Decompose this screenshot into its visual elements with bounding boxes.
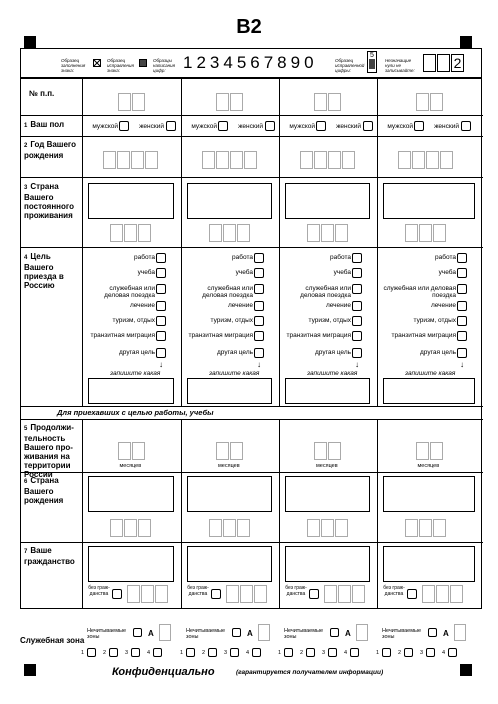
birth-country-code-digit[interactable] <box>223 519 236 537</box>
purpose-option-checkbox[interactable] <box>156 284 166 294</box>
residence-country-code-digit[interactable] <box>433 224 446 242</box>
no-citizenship-label: без граж-данства <box>285 585 307 597</box>
zone-letter-digit[interactable] <box>258 624 270 641</box>
birth-country-code-digit[interactable] <box>138 519 151 537</box>
purpose-option-checkbox[interactable] <box>352 348 362 358</box>
purpose-option-checkbox[interactable] <box>156 268 166 278</box>
zone-number-checkbox[interactable] <box>186 648 195 657</box>
purpose-option-checkbox[interactable] <box>457 253 467 263</box>
write-which-label: запишите какая <box>110 370 161 377</box>
months-label: месяцев <box>119 463 142 469</box>
purpose-option-label: служебная или деловая поездка <box>202 285 253 299</box>
zone-number-checkbox[interactable] <box>87 648 96 657</box>
zone-number-label: 4 <box>246 650 250 656</box>
gender-female-label: женский <box>434 123 459 130</box>
purpose-option-checkbox[interactable] <box>156 301 166 311</box>
purpose-option-label: лечение <box>227 302 253 309</box>
purpose-option-checkbox[interactable] <box>254 268 264 278</box>
birth-country-code-digit[interactable] <box>433 519 446 537</box>
write-which-label: запишите какая <box>405 370 456 377</box>
zone-number-label: 4 <box>344 650 348 656</box>
zone-number-checkbox[interactable] <box>350 648 359 657</box>
purpose-option-checkbox[interactable] <box>352 284 362 294</box>
birth-year-digit[interactable] <box>300 151 313 169</box>
birth-year-digit[interactable] <box>440 151 453 169</box>
row-number-digit[interactable] <box>416 93 429 111</box>
purpose-option-label: туризм, отдых <box>210 317 253 324</box>
purpose-option-checkbox[interactable] <box>352 253 362 263</box>
purpose-option-label: учеба <box>438 269 456 276</box>
q3-label: 3 Страна Вашего постоянного проживания <box>24 182 74 220</box>
other-purpose-field[interactable] <box>383 378 475 404</box>
purpose-option-checkbox[interactable] <box>254 301 264 311</box>
citizenship-code-digit[interactable] <box>436 585 449 603</box>
zone-letter-digit[interactable] <box>454 624 466 641</box>
sample-corrected-digit-label: Образец исправленной цифры: <box>335 58 365 73</box>
no-citizenship-label: без граж-данства <box>187 585 209 597</box>
unreadable-zones-checkbox[interactable] <box>133 628 142 637</box>
stay-months-digit[interactable] <box>230 442 243 460</box>
citizenship-code-digit[interactable] <box>450 585 463 603</box>
citizenship-code-digit[interactable] <box>141 585 154 603</box>
gender-male-label: мужской <box>191 123 217 130</box>
row-number-digit[interactable] <box>328 93 341 111</box>
purpose-option-label: работа <box>435 254 456 261</box>
zero-box-3: 2 <box>451 54 464 72</box>
sample-filled-label: Образец заполнения знака: <box>61 58 86 73</box>
zone-number-checkbox[interactable] <box>284 648 293 657</box>
purpose-option-label: туризм, отдых <box>308 317 351 324</box>
unreadable-zones-label: Нечитываемые зоны <box>186 628 226 640</box>
purpose-option-label: другая цель <box>420 349 456 356</box>
corner-marker-bottom-left <box>24 664 36 676</box>
birth-year-digit[interactable] <box>103 151 116 169</box>
purpose-option-checkbox[interactable] <box>457 331 467 341</box>
zone-number-checkbox[interactable] <box>306 648 315 657</box>
arrow-down-icon: ↓ <box>159 360 163 369</box>
section-note: Для приехавших с целью работы, учебы <box>57 408 214 417</box>
citizenship-code-digit[interactable] <box>422 585 435 603</box>
zone-number-checkbox[interactable] <box>153 648 162 657</box>
sample-digits-label: Образцы написания цифр: <box>153 58 176 73</box>
unreadable-zones-checkbox[interactable] <box>330 628 339 637</box>
unreadable-zones-label: Нечитываемые зоны <box>87 628 127 640</box>
zone-number-label: 1 <box>376 650 380 656</box>
residence-country-field[interactable] <box>88 183 174 219</box>
citizenship-code-digit[interactable] <box>352 585 365 603</box>
purpose-option-label: работа <box>232 254 253 261</box>
citizenship-code-digit[interactable] <box>254 585 267 603</box>
purpose-option-checkbox[interactable] <box>352 316 362 326</box>
residence-country-code-digit[interactable] <box>209 224 222 242</box>
uncounted-zeros-label: Незначащие нули не записывайте: <box>385 58 415 73</box>
arrow-down-icon: ↓ <box>355 360 359 369</box>
citizenship-field[interactable] <box>383 546 475 582</box>
purpose-option-label: лечение <box>325 302 351 309</box>
gender-male-checkbox[interactable] <box>316 121 326 131</box>
zone-number-checkbox[interactable] <box>328 648 337 657</box>
purpose-option-checkbox[interactable] <box>254 331 264 341</box>
sample-filled-box <box>93 59 101 67</box>
stay-months-digit[interactable] <box>416 442 429 460</box>
purpose-option-checkbox[interactable] <box>457 301 467 311</box>
corner-marker-bottom-right <box>460 664 472 676</box>
q7-label: 7 Ваше гражданство <box>24 546 75 566</box>
no-citizenship-checkbox[interactable] <box>112 589 122 599</box>
zone-number-label: 2 <box>300 650 304 656</box>
purpose-option-label: транзитная миграция <box>188 332 253 339</box>
residence-country-code-digit[interactable] <box>124 224 137 242</box>
zone-number-checkbox[interactable] <box>109 648 118 657</box>
zone-number-label: 2 <box>103 650 107 656</box>
purpose-option-label: лечение <box>430 302 456 309</box>
zone-number-label: 2 <box>398 650 402 656</box>
unreadable-zones-checkbox[interactable] <box>232 628 241 637</box>
zone-letter: A <box>443 629 449 638</box>
purpose-option-label: служебная или деловая поездка <box>104 285 155 299</box>
no-citizenship-checkbox[interactable] <box>407 589 417 599</box>
citizenship-field[interactable] <box>187 546 272 582</box>
write-which-label: запишите какая <box>209 370 260 377</box>
residence-country-field[interactable] <box>285 183 370 219</box>
gender-male-label: мужской <box>289 123 315 130</box>
purpose-option-checkbox[interactable] <box>352 268 362 278</box>
unreadable-zones-label: Нечитываемые зоны <box>382 628 422 640</box>
purpose-option-label: служебная или деловая поездка <box>383 285 456 299</box>
row-number-digit[interactable] <box>230 93 243 111</box>
arrow-down-icon: ↓ <box>257 360 261 369</box>
birth-country-field[interactable] <box>285 476 370 512</box>
purpose-option-checkbox[interactable] <box>254 253 264 263</box>
stay-months-digit[interactable] <box>314 442 327 460</box>
stay-months-digit[interactable] <box>216 442 229 460</box>
gender-male-checkbox[interactable] <box>119 121 129 131</box>
birth-country-field[interactable] <box>187 476 272 512</box>
gender-female-label: женский <box>139 123 164 130</box>
zone-number-checkbox[interactable] <box>131 648 140 657</box>
months-label: месяцев <box>218 463 240 469</box>
zone-number-label: 4 <box>147 650 151 656</box>
form-title: В2 <box>236 16 262 38</box>
residence-country-code-digit[interactable] <box>237 224 250 242</box>
stay-months-digit[interactable] <box>118 442 131 460</box>
zone-number-label: 3 <box>125 650 129 656</box>
citizenship-field[interactable] <box>88 546 174 582</box>
zero-box-2 <box>437 54 450 72</box>
purpose-option-label: транзитная миграция <box>286 332 351 339</box>
gender-female-label: женский <box>238 123 263 130</box>
purpose-option-checkbox[interactable] <box>156 253 166 263</box>
citizenship-code-digit[interactable] <box>240 585 253 603</box>
birth-year-digit[interactable] <box>244 151 257 169</box>
birth-country-code-digit[interactable] <box>419 519 432 537</box>
zone-number-checkbox[interactable] <box>230 648 239 657</box>
q4-label: 4 Цель Вашего приезда в Россию <box>24 252 64 290</box>
residence-country-code-digit[interactable] <box>335 224 348 242</box>
birth-country-field[interactable] <box>88 476 174 512</box>
sample-corrected-label: Образец исправления знака: <box>107 58 134 73</box>
stay-months-digit[interactable] <box>430 442 443 460</box>
birth-year-digit[interactable] <box>426 151 439 169</box>
purpose-option-label: лечение <box>129 302 155 309</box>
stay-months-digit[interactable] <box>132 442 145 460</box>
birth-country-field[interactable] <box>383 476 475 512</box>
residence-country-code-digit[interactable] <box>223 224 236 242</box>
zone-letter: A <box>345 629 351 638</box>
birth-year-digit[interactable] <box>342 151 355 169</box>
residence-country-code-digit[interactable] <box>138 224 151 242</box>
purpose-option-checkbox[interactable] <box>156 331 166 341</box>
residence-country-code-digit[interactable] <box>110 224 123 242</box>
zone-number-label: 1 <box>81 650 85 656</box>
other-purpose-field[interactable] <box>88 378 174 404</box>
zone-number-label: 2 <box>202 650 206 656</box>
gender-female-checkbox[interactable] <box>166 121 176 131</box>
write-which-label: запишите какая <box>307 370 358 377</box>
zone-letter: A <box>247 629 253 638</box>
other-purpose-field[interactable] <box>187 378 272 404</box>
birth-year-digit[interactable] <box>398 151 411 169</box>
zero-box-1 <box>423 54 436 72</box>
citizenship-code-digit[interactable] <box>338 585 351 603</box>
no-citizenship-label: без граж-данства <box>88 585 110 597</box>
zone-number-label: 3 <box>322 650 326 656</box>
birth-country-code-digit[interactable] <box>307 519 320 537</box>
gender-male-label: мужской <box>387 123 413 130</box>
no-citizenship-checkbox[interactable] <box>309 589 319 599</box>
zone-number-label: 3 <box>224 650 228 656</box>
service-zone-label: Служебная зона <box>20 636 85 645</box>
zone-number-label: 3 <box>420 650 424 656</box>
purpose-option-label: учеба <box>235 269 253 276</box>
zone-number-label: 4 <box>442 650 446 656</box>
residence-country-code-digit[interactable] <box>419 224 432 242</box>
guarantee-label: (гарантируется получателем информации) <box>236 669 384 676</box>
questionnaire-table <box>20 78 482 609</box>
row-number-label: № п.п. <box>29 89 55 98</box>
birth-year-digit[interactable] <box>117 151 130 169</box>
residence-country-code-digit[interactable] <box>405 224 418 242</box>
sample-corrected-digit-box: 5 <box>367 51 377 73</box>
zone-number-checkbox[interactable] <box>252 648 261 657</box>
purpose-option-label: работа <box>134 254 155 261</box>
purpose-option-label: учеба <box>333 269 351 276</box>
purpose-option-checkbox[interactable] <box>156 316 166 326</box>
birth-year-digit[interactable] <box>328 151 341 169</box>
purpose-option-checkbox[interactable] <box>457 316 467 326</box>
gender-male-checkbox[interactable] <box>218 121 228 131</box>
purpose-option-checkbox[interactable] <box>352 331 362 341</box>
zone-number-checkbox[interactable] <box>404 648 413 657</box>
purpose-option-label: другая цель <box>315 349 351 356</box>
birth-year-digit[interactable] <box>216 151 229 169</box>
purpose-option-checkbox[interactable] <box>457 348 467 358</box>
purpose-option-label: учеба <box>137 269 155 276</box>
citizenship-code-digit[interactable] <box>324 585 337 603</box>
no-citizenship-checkbox[interactable] <box>211 589 221 599</box>
purpose-option-checkbox[interactable] <box>254 348 264 358</box>
zone-letter: A <box>148 629 154 638</box>
residence-country-field[interactable] <box>383 183 475 219</box>
row-number-digit[interactable] <box>132 93 145 111</box>
unreadable-zones-label: Нечитываемые зоны <box>284 628 324 640</box>
sample-digits: 1234567890 <box>183 53 318 72</box>
q6-label: 6 Страна Вашего рождения <box>24 476 64 505</box>
purpose-option-label: транзитная миграция <box>391 332 456 339</box>
row-number-digit[interactable] <box>430 93 443 111</box>
purpose-option-checkbox[interactable] <box>156 348 166 358</box>
birth-year-digit[interactable] <box>202 151 215 169</box>
birth-country-code-digit[interactable] <box>335 519 348 537</box>
q2-label: 2 Год Вашего рождения <box>24 140 77 160</box>
row-number-digit[interactable] <box>216 93 229 111</box>
residence-country-code-digit[interactable] <box>307 224 320 242</box>
gender-female-checkbox[interactable] <box>265 121 275 131</box>
q1-label: 1 Ваш пол <box>24 120 65 129</box>
gender-male-checkbox[interactable] <box>414 121 424 131</box>
gender-female-checkbox[interactable] <box>363 121 373 131</box>
purpose-option-label: работа <box>330 254 351 261</box>
birth-country-code-digit[interactable] <box>124 519 137 537</box>
no-citizenship-label: без граж-данства <box>383 585 405 597</box>
zone-number-checkbox[interactable] <box>448 648 457 657</box>
sample-corrected-box <box>139 59 147 67</box>
purpose-option-label: служебная или деловая поездка <box>300 285 351 299</box>
zone-letter-digit[interactable] <box>159 624 171 641</box>
zone-number-checkbox[interactable] <box>382 648 391 657</box>
purpose-option-checkbox[interactable] <box>457 284 467 294</box>
birth-year-digit[interactable] <box>230 151 243 169</box>
residence-country-code-digit[interactable] <box>321 224 334 242</box>
gender-female-label: женский <box>336 123 361 130</box>
zone-number-label: 1 <box>278 650 282 656</box>
zone-number-checkbox[interactable] <box>208 648 217 657</box>
citizenship-code-digit[interactable] <box>155 585 168 603</box>
zone-number-checkbox[interactable] <box>426 648 435 657</box>
zone-number-label: 1 <box>180 650 184 656</box>
gender-male-label: мужской <box>92 123 118 130</box>
stay-months-digit[interactable] <box>328 442 341 460</box>
months-label: месяцев <box>417 463 440 469</box>
sample-row <box>20 48 482 78</box>
citizenship-code-digit[interactable] <box>226 585 239 603</box>
zone-letter-digit[interactable] <box>356 624 368 641</box>
purpose-option-label: транзитная миграция <box>90 332 155 339</box>
purpose-option-checkbox[interactable] <box>457 268 467 278</box>
citizenship-field[interactable] <box>285 546 370 582</box>
other-purpose-field[interactable] <box>285 378 370 404</box>
purpose-option-checkbox[interactable] <box>254 316 264 326</box>
birth-country-code-digit[interactable] <box>209 519 222 537</box>
purpose-option-label: другая цель <box>217 349 253 356</box>
months-label: месяцев <box>316 463 338 469</box>
purpose-option-label: туризм, отдых <box>413 317 456 324</box>
unreadable-zones-checkbox[interactable] <box>428 628 437 637</box>
birth-country-code-digit[interactable] <box>110 519 123 537</box>
birth-country-code-digit[interactable] <box>321 519 334 537</box>
purpose-option-checkbox[interactable] <box>352 301 362 311</box>
purpose-option-label: туризм, отдых <box>112 317 155 324</box>
row-number-digit[interactable] <box>314 93 327 111</box>
birth-country-code-digit[interactable] <box>237 519 250 537</box>
birth-year-digit[interactable] <box>314 151 327 169</box>
purpose-option-label: другая цель <box>119 349 155 356</box>
birth-country-code-digit[interactable] <box>405 519 418 537</box>
citizenship-code-digit[interactable] <box>127 585 140 603</box>
q5-label: 5 Продолжи-тельность Вашего про-живания на территории России <box>24 423 74 479</box>
confidential-label: Конфиденциально <box>112 666 215 678</box>
residence-country-field[interactable] <box>187 183 272 219</box>
gender-female-checkbox[interactable] <box>461 121 471 131</box>
birth-year-digit[interactable] <box>145 151 158 169</box>
birth-year-digit[interactable] <box>412 151 425 169</box>
purpose-option-checkbox[interactable] <box>254 284 264 294</box>
arrow-down-icon: ↓ <box>460 360 464 369</box>
birth-year-digit[interactable] <box>131 151 144 169</box>
row-number-digit[interactable] <box>118 93 131 111</box>
